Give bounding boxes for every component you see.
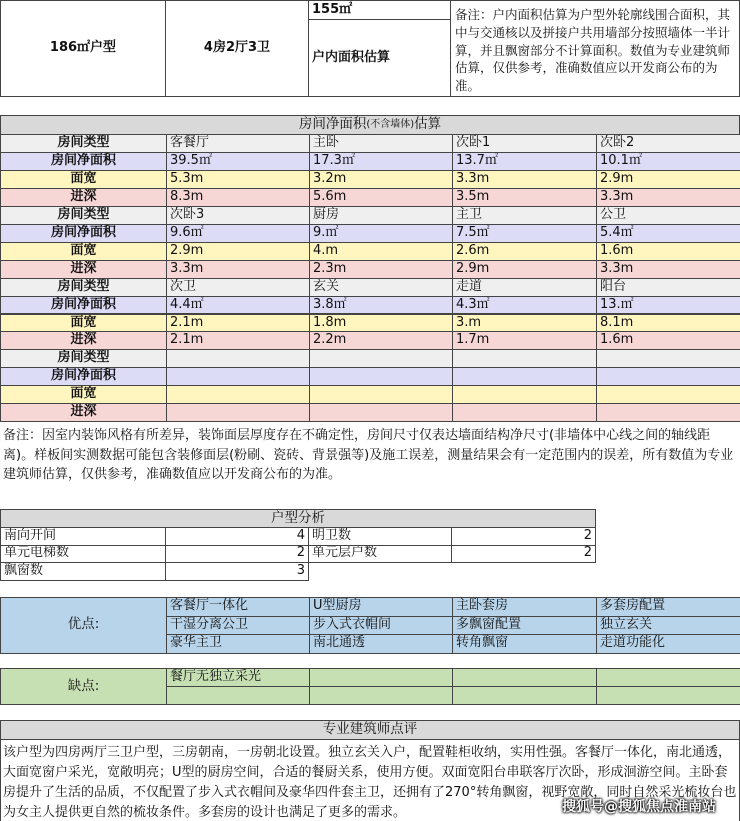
room-cell-depth: 3.3m <box>166 260 310 279</box>
room-row-label: 面宽 <box>0 170 167 189</box>
room-row-label: 房间类型 <box>0 206 167 225</box>
review-text: 该户型为四房两厅三卫户型，三房朝南，一房朝北设置。独立玄关入户，配置鞋柜收纳，实用性强。客餐厅一体化，南北通透，大面宽窗户采光，宽敞明亮；U型的厨房空间，合适的餐厨关系，使用方便。双面宽阳台串联客厅次卧，形成洄游空间。主卧套房提升了生活的品质，不仅配置了步入式衣帽间及豪华四件套主卫，还拥有了270°转角飘窗，视野宽敞，同时自然采光梳妆台也为女主人提供更自然的梳妆条件。多套房的设计也满足了更多的需求。 <box>3 745 737 821</box>
pros-item: 主卧套房 <box>452 597 597 617</box>
analysis-label: 飘窗数 <box>0 562 166 581</box>
analysis-value: 2 <box>451 527 596 546</box>
analysis-value: 2 <box>451 545 596 564</box>
area-value-cell: 155㎡ <box>308 0 451 20</box>
pros-item: 步入式衣帽间 <box>309 616 453 636</box>
room-row-label: 面宽 <box>0 385 167 404</box>
room-cell-type: 次卧2 <box>596 134 740 153</box>
review-title: 专业建筑师点评 <box>0 720 740 740</box>
room-cell-area: 9.㎡ <box>309 224 453 243</box>
room-row-label: 面宽 <box>0 242 167 261</box>
room-cell-width: 8.1m <box>596 314 740 333</box>
room-cell-type: 厨房 <box>309 206 453 225</box>
room-cell-depth: 2.1m <box>166 331 310 350</box>
room-cell-type: 玄关 <box>309 278 453 297</box>
room-cell-area <box>596 367 740 386</box>
room-cell-area: 9.6㎡ <box>166 224 310 243</box>
pros-item: 客餐厅一体化 <box>166 597 310 617</box>
pros-item: 多套房配置 <box>596 597 740 617</box>
room-cell-width: 3.2m <box>309 170 453 189</box>
pros-item: U型厨房 <box>309 597 453 617</box>
cons-item <box>596 668 740 687</box>
room-cell-type <box>596 349 740 368</box>
pros-label: 优点: <box>0 597 167 654</box>
room-row-label: 房间净面积 <box>0 152 167 171</box>
room-cell-width: 1.8m <box>309 314 453 333</box>
cons-item <box>452 668 597 687</box>
pros-item: 转角飘窗 <box>452 634 597 654</box>
room-cell-type: 次卧3 <box>166 206 310 225</box>
room-cell-type: 公卫 <box>596 206 740 225</box>
room-cell-width <box>596 385 740 404</box>
room-cell-depth: 2.3m <box>309 260 453 279</box>
room-cell-type: 次卫 <box>166 278 310 297</box>
analysis-value: 3 <box>165 562 309 581</box>
analysis-value: 4 <box>165 527 309 546</box>
pros-item: 南北通透 <box>309 634 453 654</box>
room-cell-type: 次卧1 <box>452 134 597 153</box>
room-cell-type: 走道 <box>452 278 597 297</box>
room-row-label: 进深 <box>0 260 167 279</box>
room-cell-width: 3.m <box>452 314 597 333</box>
cons-item <box>452 686 597 705</box>
room-row-label: 进深 <box>0 403 167 422</box>
room-row-label: 进深 <box>0 188 167 207</box>
analysis-label: 单元层户数 <box>308 545 452 564</box>
room-row-label: 房间净面积 <box>0 367 167 386</box>
room-cell-depth <box>166 403 310 422</box>
analysis-value: 2 <box>165 545 309 564</box>
room-cell-area: 4.3㎡ <box>452 296 597 315</box>
pros-item: 豪华主卫 <box>166 634 310 654</box>
room-cell-width <box>452 385 597 404</box>
room-cell-depth <box>596 403 740 422</box>
room-cell-depth: 1.7m <box>452 331 597 350</box>
cons-item <box>166 686 310 705</box>
room-cell-depth: 3.3m <box>596 188 740 207</box>
room-row-label: 房间类型 <box>0 278 167 297</box>
room-cell-area <box>166 367 310 386</box>
room-cell-depth: 2.2m <box>309 331 453 350</box>
room-cell-type <box>166 349 310 368</box>
room-row-label: 进深 <box>0 331 167 350</box>
room-cell-area: 13.㎡ <box>596 296 740 315</box>
room-cell-width: 2.9m <box>596 170 740 189</box>
pros-item: 多飘窗配置 <box>452 616 597 636</box>
pros-item: 走道功能化 <box>596 634 740 654</box>
room-cell-area <box>452 367 597 386</box>
pros-item: 独立玄关 <box>596 616 740 636</box>
cons-item <box>309 668 453 687</box>
room-row-label: 房间净面积 <box>0 224 167 243</box>
cons-item <box>309 686 453 705</box>
pros-item: 干湿分离公卫 <box>166 616 310 636</box>
room-cell-depth: 5.6m <box>309 188 453 207</box>
area-label-cell: 户内面积估算 <box>308 19 451 97</box>
room-cell-width: 2.1m <box>166 314 310 333</box>
room-cell-width <box>166 385 310 404</box>
room-cell-area: 10.1㎡ <box>596 152 740 171</box>
room-cell-width: 2.9m <box>166 242 310 261</box>
layout-cell: 4房2厅3卫 <box>165 0 309 97</box>
room-cell-depth: 2.9m <box>452 260 597 279</box>
room-row-label: 房间类型 <box>0 134 167 153</box>
room-cell-depth: 3.5m <box>452 188 597 207</box>
room-cell-area: 17.3㎡ <box>309 152 453 171</box>
cons-label: 缺点: <box>0 668 167 705</box>
room-row-label: 房间净面积 <box>0 296 167 315</box>
room-cell-depth: 1.6m <box>596 331 740 350</box>
room-cell-type: 主卧 <box>309 134 453 153</box>
room-cell-area: 5.4㎡ <box>596 224 740 243</box>
room-cell-type: 阳台 <box>596 278 740 297</box>
room-cell-depth <box>309 403 453 422</box>
room-cell-area: 13.7㎡ <box>452 152 597 171</box>
room-cell-depth: 8.3m <box>166 188 310 207</box>
room-row-label: 房间类型 <box>0 349 167 368</box>
room-cell-width <box>309 385 453 404</box>
room-cell-depth <box>452 403 597 422</box>
room-cell-width: 1.6m <box>596 242 740 261</box>
room-row-label: 面宽 <box>0 314 167 333</box>
top-remark-cell: 备注：户内面积估算为户型外轮廓线围合面积，其中与交通核以及拼接户共用墙部分按照墙体一半计算，并且飘窗部分不计算面积。数值为专业建筑师估算，仅供参考，准确数值应以开发商公布的为准。 <box>450 0 740 97</box>
room-cell-width: 2.6m <box>452 242 597 261</box>
analysis-label: 单元电梯数 <box>0 545 166 564</box>
room-cell-type <box>309 349 453 368</box>
analysis-label: 南向开间 <box>0 527 166 546</box>
room-cell-type: 客餐厅 <box>166 134 310 153</box>
analysis-title: 户型分析 <box>0 509 596 528</box>
analysis-label: 明卫数 <box>308 527 452 546</box>
room-cell-type <box>452 349 597 368</box>
unit-type-cell: 186㎡户型 <box>0 0 166 97</box>
cons-item <box>596 686 740 705</box>
room-cell-area: 4.4㎡ <box>166 296 310 315</box>
rooms-table-title: 房间净面积 (不含墙体) 估算 <box>0 115 740 135</box>
cons-item: 餐厅无独立采光 <box>166 668 310 687</box>
room-cell-area: 39.5㎡ <box>166 152 310 171</box>
room-cell-width: 3.3m <box>452 170 597 189</box>
room-cell-area: 7.5㎡ <box>452 224 597 243</box>
room-cell-depth: 3.3m <box>596 260 740 279</box>
room-cell-area: 3.8㎡ <box>309 296 453 315</box>
rooms-table-note: 备注：因室内装饰风格有所差异，装饰面层厚度存在不确定性，房间尺寸仅表达墙面结构净尺寸(非墙体中心线之间的轴线距离)。样板间实测数据可能包含装修面层(粉刷、瓷砖、背景强等)及施工误差，测量结果会有一定范围内的误差，所有数值为专业建筑师估算，仅供参考，准确数值应以开发商公布的为准。 <box>3 428 734 482</box>
watermark: 搜狐号@搜狐焦点淮南站 <box>562 799 716 815</box>
room-cell-type: 主卫 <box>452 206 597 225</box>
room-cell-width: 4.m <box>309 242 453 261</box>
room-cell-width: 5.3m <box>166 170 310 189</box>
room-cell-area <box>309 367 453 386</box>
